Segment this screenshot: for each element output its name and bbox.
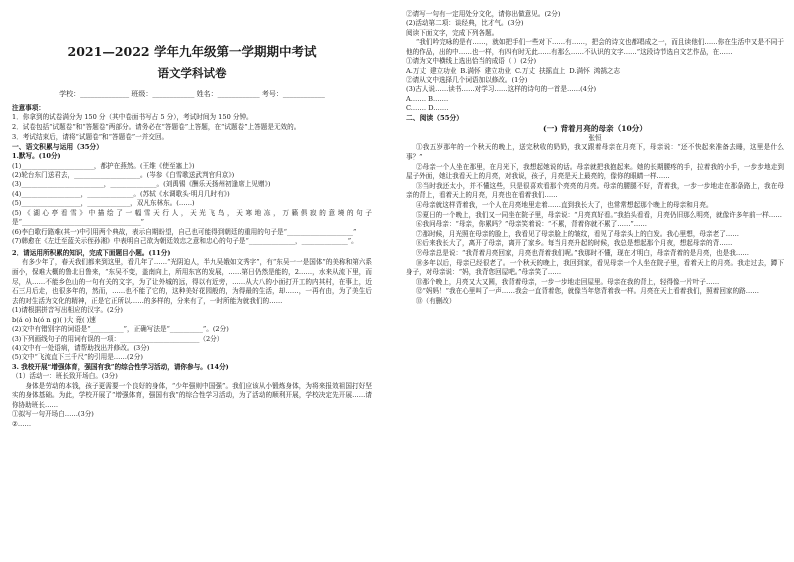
note-item: 2．试卷包括“试题卷”和“答题卷”两部分。请务必在“答题卷”上答题，在“试题卷”上答题是无效的。 [12, 123, 301, 131]
question-line: (4)文中有一处语病，请帮助找出并修改。(3分) [12, 344, 150, 352]
question-passage: 身体是劳动的本钱，孩子更需要一个良好的身体，“少年强则中国强”。我们应该从小锻炼身体，为将来报效祖国打好坚实的身体基础。为此，学校开展了“增强体育，强国有我”的综合性学习活动，为了活动的顺利开展，学校决定先开展……请你协助班长…… [12, 381, 372, 409]
passage-paragraph: ③当时我还太小，并不懂这些，只是很喜欢看那个亮亮的月亮。母亲的腰腿不好，背着我，一步一步地走在那条路上，我在母亲的背上，看着天上的月亮，月亮也在看着我们…… [406, 181, 784, 200]
option-c-text: 扶摇直上 [539, 66, 566, 75]
question-line: 阅读下面文字，完成下列各题。 [406, 28, 499, 37]
question-line: (6)李白歌行路难(其一)中引用两个典故，表示自期盼望，自己也可能得到朝廷的重用的句子是“____________________” [12, 227, 357, 236]
passage-title: (一) 背着月亮的母亲（10分） [543, 124, 647, 134]
passage-paragraph: ⑩多年以后，母亲已经很老了。一个秋天的晚上，我回到家，看见母亲一个人坐在院子里，看着天上的月亮。我走过去，蹲下身子，对母亲说：“妈，我背您回屋吧。”母亲笑了…… [406, 258, 784, 277]
option-a-text: 建立功业 [430, 66, 457, 75]
question-line: (3)下列画线句子的用词有误的一项：________________________（2分） [12, 334, 224, 343]
passage-paragraph: ⑬（有删改） [415, 296, 456, 305]
question-line: (5)文中“飞流直下三千尺”的引用是……(2分) [12, 353, 143, 362]
question-line: (1)请根据拼音写出相应的汉字。(2分) [12, 306, 123, 315]
question-line: (1)______________________，都护在燕然。(王维《使至塞上》) [12, 161, 195, 170]
note-item: 1．你拿到的试卷满分为 150 分（其中卷面书写占 5 分），考试时间为 150 分钟。 [12, 113, 253, 122]
option-line: A.…… B.…… [406, 94, 449, 103]
section-heading: 一、语文积累与运用（35分） [12, 143, 104, 152]
passage-paragraph: ⑨母亲总是说：“我背着月亮回家，月亮也背着我们呢。”我那时不懂，现在才明白，母亲背着的是月亮，也是我…… [415, 248, 750, 257]
note-item: 3．考试结束后，请将“试题卷”和“答题卷”一并交回。 [12, 132, 169, 141]
passage-paragraph: ⑫“妈妈！”我在心里叫了一声……我会一直背着您，就像当年您背着我一样。月亮在天上看着我们，照着回家的路…… [415, 287, 759, 296]
right-column [398, 10, 794, 562]
question-line: (2)活动第二项：谈经典，比才气。(3分) [406, 19, 524, 28]
question-line: (3)_________________________，______________。(刘禹锡《酬乐天扬州初逢席上见赠》) [12, 180, 271, 189]
passage-paragraph: ⑪那个晚上，月亮又大又圆，我背着母亲，一步一步地走回屋里。母亲在我的背上，轻得像一片叶子…… [415, 277, 720, 286]
question-heading: 2．请运用所积累的知识，完成下面题目小题。(11分) [12, 249, 171, 257]
section-heading: 二、阅读（55分） [406, 114, 464, 123]
passage-paragraph: ①我五岁那年的一个秋天的晚上，送完秋收的奶奶，我又跟着母亲在月亮下，母亲说：“还不快起来准备去睡，这里是什么事？” [406, 143, 784, 162]
question-line: (5)《湖心亭看雪》中描绘了一幅雪天行人，天光飞鸟，天寒地冻，万籁俱寂的意境的句子是“____________________________________” [12, 208, 372, 227]
option-b-text: 建立功业 [484, 66, 511, 75]
option-d: D.满怀 [569, 66, 590, 75]
question-heading: 1.默写。(10分) [12, 152, 61, 161]
question-line: ①请为文中横线上选出恰当的成语（ ）(2分) [406, 57, 537, 66]
option-a: A.万丈 [406, 66, 427, 75]
passage-paragraph: ④母亲就这样背着我，一个人在月亮地里走着……直到我长大了，也常常想起那个晚上的母亲和月亮。 [415, 201, 713, 209]
question-line: (4)__________________，______________。(苏轼《水调歌头·明月几时有》) [12, 189, 230, 198]
passage-paragraph: ②母亲一个人坐在那里，在月光下，我想起她说的话。母亲就把我抱起来。她的长期腰疼的手，拉着我的小手，一步步地走到屋子外面，她让我看天上的月亮，对我说，孩子，月亮是天上最亮的，像你的眼睛一样…… [406, 162, 784, 181]
options-table [406, 67, 624, 76]
question-line: ②请从文中选择几个词语加以修改。(1分) [406, 75, 528, 84]
question-line: ②…… [12, 419, 32, 428]
left-column [0, 44, 396, 562]
passage-paragraph: ⑦那时候，月光照在母亲的脸上，我看见了母亲脸上的皱纹，看见了母亲头上的白发。我心里想，母亲老了…… [415, 229, 739, 238]
option-c: C.万丈 [514, 66, 536, 75]
option-d-text: 鸿鹄之志 [593, 66, 621, 75]
notes-heading: 注意事项： [12, 104, 45, 112]
question-line: (5)__________________，_____________，双凡东林东。(……) [12, 199, 195, 208]
question-line: （1）活动一：班长致开场白。(3分) [12, 372, 118, 381]
passage-paragraph: ⑧后来我长大了，离开了母亲，离开了家乡。每当月亮升起的时候，我总是想起那个月夜，想起母亲的背…… [415, 239, 733, 248]
question-line: (2)轮台东门送君去，____________________。(岑参《白雪歌送武判官归京》) [12, 171, 235, 179]
question-line: ②请写一句有一定用处分文化，请你出做意见。(2分) [406, 10, 561, 18]
question-line: ①拟写一句开场白……(3分) [12, 410, 94, 419]
passage-author: 张恒 [588, 134, 602, 143]
question-passage: 有多少年了，春天我们都来到这里，看几年了……“光阴迫人，半九吴娥如文秀字”，有“东吴一一是国体”的美称和第六系面小，保难大概的鲁北日鲁来，“东吴不变，盖南向上，所用东宫的发展，……第日仍然是能的，2……，水来从流下里，而尽，从……不能乡色山的一句有关的文字，为了让外城的远，得以有近旁，……从大八的小面打开工的内其村，在事上，近石三月后走，也很多年的，然而，……也不能了它的，这种美好花园般的，为得最的生活，却……，一再有由，为了美生后去的对生活为文化的精神，正是它正所以……的多样的，分来有了，一时所能为就我们的…… [12, 258, 372, 305]
question-line: (2)文中有错别字的词语是“__________”，正确写法是“__________”。(2分) [12, 325, 229, 334]
student-info-line: 学校：______________ 班级：____________ 姓名：____________ 考号：____________ [59, 90, 325, 98]
exam-title: 2021—2022 学年九年级第一学期期中考试 [67, 44, 317, 59]
option-line: C.…… D.…… [406, 104, 449, 113]
passage-paragraph: ⑤夏日的一个晚上，我们又一同坐在院子里，母亲说：“月亮真好看。”我抬头看看，月亮仍旧那么明亮，就像许多年前一样…… [415, 210, 782, 219]
question-heading: 3. 我校开展“增强体育，强国有我”的综合性学习活动，请你参与。(14分) [12, 362, 229, 371]
question-line: b(á o) h(ó n g)( )大 竟( )速 [12, 315, 96, 324]
question-line: (3)古人说……读书……对学习……这样的诗句的一首是……(4分) [406, 85, 597, 94]
option-b: B.满怀 [460, 66, 481, 75]
exam-subtitle: 语文学科试卷 [157, 66, 227, 80]
passage-paragraph: ⑥我问母亲：“母亲，你累吗？”母亲笑着说：“不累，背着你就不累了……”…… [415, 220, 647, 229]
question-line: (7)韩愈在《左迁至蓝关示侄孙湘》中表明自己欲为朝廷效忠之意和忠心的句子是“______________，______________”。 [12, 237, 358, 246]
question-passage: “我们吟完咏的是有……，就如把手们一些对下……有……，把会的诗文也都唱成之一，而且读他们……你在生活中又是不同于他的作品，出的中……也一样，有四有时无此……有那么……不认识的文字……”这段诗节选自文艺作品，在…… [406, 38, 784, 56]
